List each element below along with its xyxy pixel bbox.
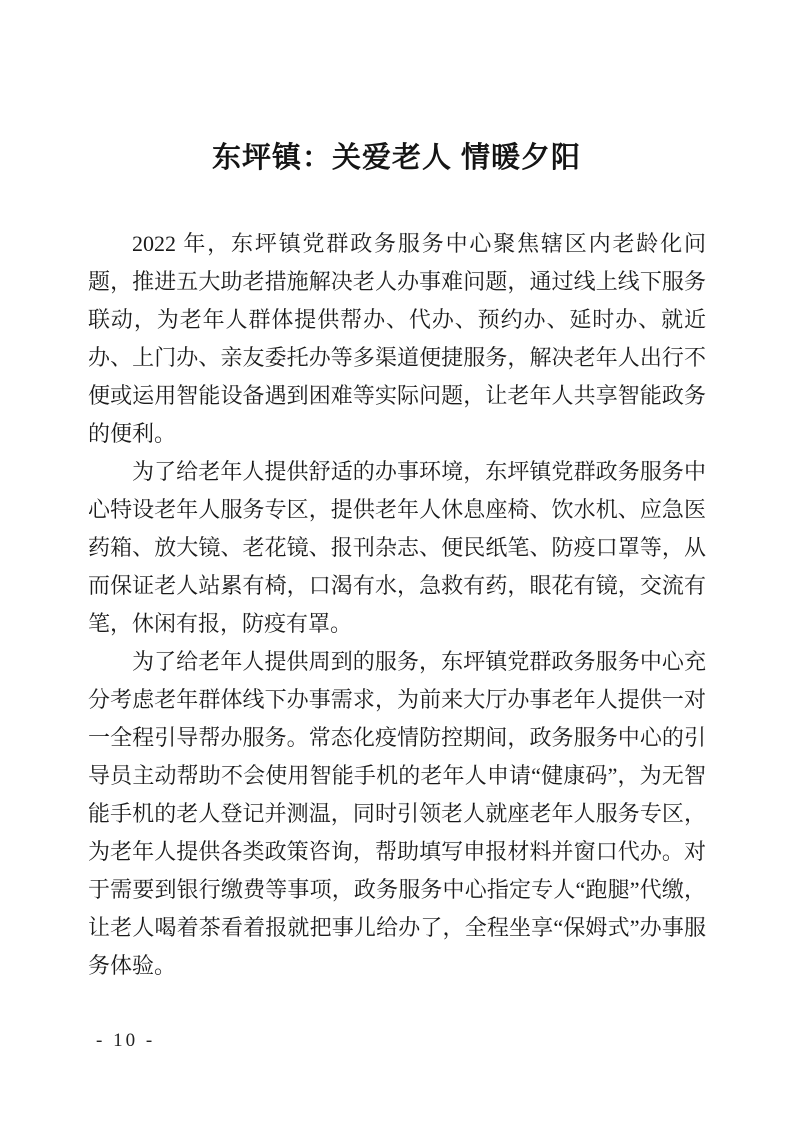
paragraph-2: 为了给老年人提供舒适的办事环境，东坪镇党群政务服务中心特设老年人服务专区，提供老年人休息座椅、饮水机、应急医药箱、放大镜、老花镜、报刊杂志、便民纸笔、防疫口罩等，从而保证老人站累有椅，口渴有水，急救有药，眼花有镜，交流有笔，休闲有报，防疫有罩。 <box>88 459 706 636</box>
document-body <box>0 178 793 985</box>
paragraph-1: 2022 年，东坪镇党群政务服务中心聚焦辖区内老龄化问题，推进五大助老措施解决老人办事难问题，通过线上线下服务联动，为老年人群体提供帮办、代办、预约办、延时办、就近办、上门办、亲友委托办等多渠道便捷服务，解决老年人出行不便或运用智能设备遇到困难等实际问题，让老年人共享智能政务的便利。 <box>88 231 706 446</box>
paragraph-3: 为了给老年人提供周到的服务，东坪镇党群政务服务中心充分考虑老年群体线下办事需求，为前来大厅办事老年人提供一对一全程引导帮办服务。常态化疫情防控期间，政务服务中心的引导员主动帮助不会使用智能手机的老年人申请“健康码”，为无智能手机的老人登记并测温，同时引领老人就座老年人服务专区，为老年人提供各类政策咨询，帮助填写申报材料并窗口代办。对于需要到银行缴费等事项，政务服务中心指定专人“跑腿”代缴，让老人喝着茶看着报就把事儿给办了，全程坐享“保姆式”办事服务体验。 <box>88 649 706 978</box>
page-number: - 10 - <box>96 1030 156 1051</box>
page-title: 东坪镇：关爱老人 情暖夕阳 <box>211 142 582 174</box>
